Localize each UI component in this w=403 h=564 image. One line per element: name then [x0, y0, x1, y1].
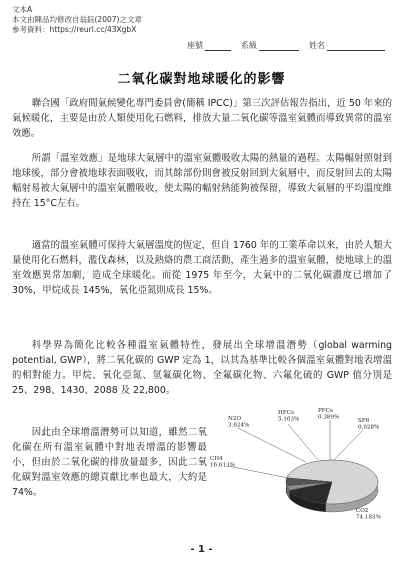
pie-label-ch4: CH4 16.613% [210, 456, 235, 469]
name-blank[interactable] [327, 41, 385, 51]
pie-label-co2: CO2 74.183% [356, 508, 381, 521]
header-line-1: 文本A [12, 5, 33, 14]
paragraph-1: 聯合國「政府間氣候變化專門委員會(簡稱 IPCC)」第三次評估報告指出，近 50 年來的氣候暖化，主要是由於人類使用化石燃料，排放大量二氧化碳等溫室氣體而導致異常的溫室效應。 [12, 98, 392, 139]
ghg-pie-chart [208, 408, 394, 528]
class-blank[interactable] [259, 41, 299, 51]
paragraph-2: 所謂「溫室效應」是地球大氣層中的溫室氣體吸收太陽的熱量的過程。太陽輻射照射到地球後，部分會被地球表面吸收，而其餘部份則會被反射回到大氣層中，而反射回去的太陽輻射易被大氣層中的溫室氣體吸收，使太陽的輻射熱能夠被保留，導致大氣層的平均溫度維持在 15°C左右。 [12, 153, 392, 209]
pie-label-pfcs: PFCs 0.389% [318, 408, 340, 421]
header-line-2: 本文由陳品均修改自翁鈺(2007)之文章 [12, 15, 142, 24]
pie-label-n2o: N2O 3.624% [228, 416, 250, 429]
page-number: - 1 - [190, 544, 213, 555]
paragraph-4: 科學界為簡化比較各種溫室氣體特性，發展出全球增溫潛勢（global warming potential, GWP），將二氧化碳的 GWP 定為 1，以其為基準比較各個溫室氣體對地表增溫的相對能力。甲烷、氧化亞氮、氫氟碳化物、全氟碳化物、六氟化硫的 GWP 值分別是 25、298、1430、2088 及 22,800。 [12, 340, 392, 396]
seat-blank[interactable] [205, 41, 231, 51]
pie-leader-hfcs [288, 424, 318, 460]
pie-label-hfcs: HFCs 5.163% [278, 410, 300, 423]
header-line-3: 參考資料：https://reurl.cc/43XgbX [12, 25, 137, 34]
paragraph-3: 適當的溫室氣體可保持大氣層溫度的恆定，但自 1760 年的工業革命以來，由於人類大量使用化石燃料，濫伐森林，以及熱絡的農工商活動，產生過多的溫室氣體，使地球上的溫室效應異常加劇，造成全球暖化。而從 1975 年至今，大氣中的二氧化碳濃度已增加了 30%，甲烷成長 145%，氧化亞氮則成長 15%。 [12, 240, 392, 296]
pie-label-sf6: SF6 0.028% [358, 418, 380, 431]
paragraph-5: 因此由全球增溫潛勢可以知道，雖然二氧化碳在所有溫室氣體中對地表增溫的影響最小，但由於二氧化碳的排放量最多，因此二氧化碳對溫室效應的總貢獻比率也最大，大約是 74%。 [12, 427, 207, 498]
student-info-form [187, 40, 385, 51]
pie-leader-ch4 [228, 466, 288, 478]
class-field[interactable] [241, 40, 299, 51]
pie-leader-sf6 [334, 430, 363, 460]
document-header [12, 5, 142, 35]
page-title: 二氧化碳對地球暖化的影響 [117, 72, 286, 87]
name-label: 姓名 [309, 41, 325, 50]
seat-field[interactable] [187, 40, 231, 51]
name-field[interactable] [309, 40, 385, 51]
seat-label: 座號 [187, 41, 203, 50]
class-label: 系級 [241, 41, 257, 50]
